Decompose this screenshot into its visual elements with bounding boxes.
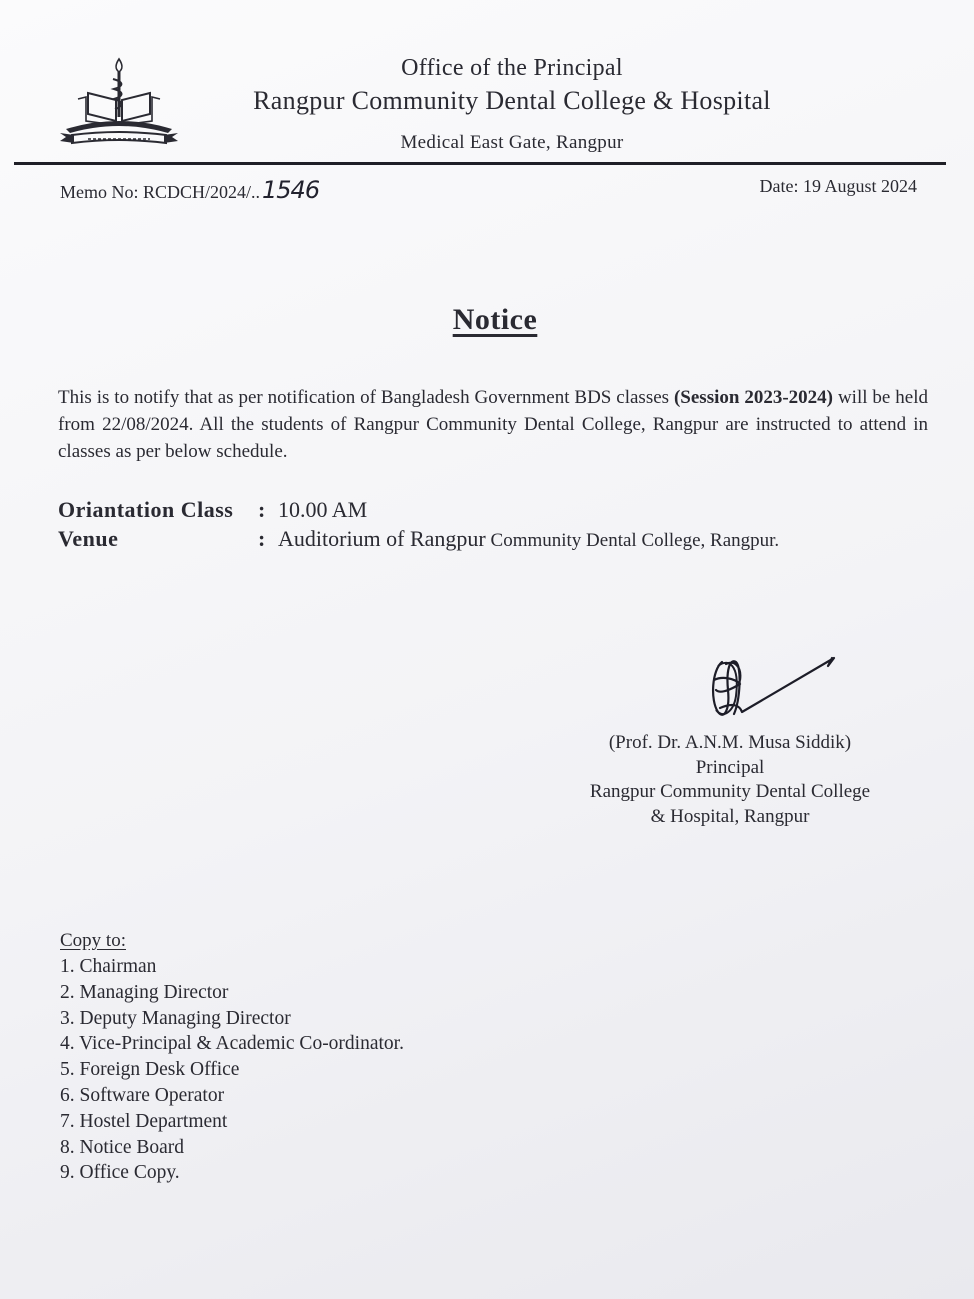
memo-number xyxy=(60,176,319,204)
orientation-colon: : xyxy=(258,497,266,522)
schedule-orientation-row xyxy=(58,497,367,523)
memo-handwritten-number: 1546 xyxy=(262,176,320,204)
notice-body-part2: will be held from 22/08/2024. All the students of Rangpur Community Dental College, Rangpur are instructed to attend in classes as per below schedule. xyxy=(58,387,928,462)
notice-body xyxy=(58,384,928,465)
signatory-title: Principal xyxy=(695,756,765,778)
copy-to-item: 2. Managing Director xyxy=(60,981,229,1003)
copy-to-item: 1. Chairman xyxy=(60,956,157,977)
venue-value-part1: Auditorium of Rangpur xyxy=(278,526,486,551)
memo-date: Date: 19 August 2024 xyxy=(759,176,917,196)
schedule-venue-row xyxy=(58,526,779,552)
copy-to-item: 9. Office Copy. xyxy=(60,1162,180,1184)
notice-title: Notice xyxy=(452,303,538,336)
copy-to-item: 8. Notice Board xyxy=(60,1136,185,1158)
copy-to-item: 5. Foreign Desk Office xyxy=(60,1059,240,1081)
venue-label: Venue xyxy=(58,526,119,551)
orientation-value: 10.00 AM xyxy=(278,497,368,522)
college-address: Medical East Gate, Rangpur xyxy=(400,132,624,153)
header-divider xyxy=(14,162,946,165)
signatory-name: (Prof. Dr. A.N.M. Musa Siddik) xyxy=(608,732,852,753)
venue-value-part2: Community Dental College, Rangpur. xyxy=(485,530,780,551)
college-name: Rangpur Community Dental College & Hospital xyxy=(253,86,771,115)
signatory-org-line1: Rangpur Community Dental College xyxy=(589,781,871,802)
copy-to-list xyxy=(60,954,404,1186)
notice-body-session: (Session 2023-2024) xyxy=(673,387,834,408)
orientation-label: Oriantation Class xyxy=(58,497,234,522)
office-heading: Office of the Principal xyxy=(401,55,623,81)
copy-to-heading: Copy to: xyxy=(60,930,126,951)
copy-to-item: 6. Software Operator xyxy=(60,1084,225,1106)
copy-to-item: 3. Deputy Managing Director xyxy=(60,1007,291,1029)
memo-prefix: Memo No: RCDCH/2024/.. xyxy=(60,182,261,202)
copy-to-item: 7. Hostel Department xyxy=(60,1110,228,1132)
signatory-block xyxy=(560,731,900,829)
copy-to-item: 4. Vice-Principal & Academic Co-ordinator. xyxy=(60,1033,404,1055)
venue-colon: : xyxy=(258,526,266,551)
signatory-org-line2: & Hospital, Rangpur xyxy=(650,805,810,827)
notice-body-part1: This is to notify that as per notification of Bangladesh Government BDS classes xyxy=(58,387,674,408)
principal-signature xyxy=(700,650,840,725)
